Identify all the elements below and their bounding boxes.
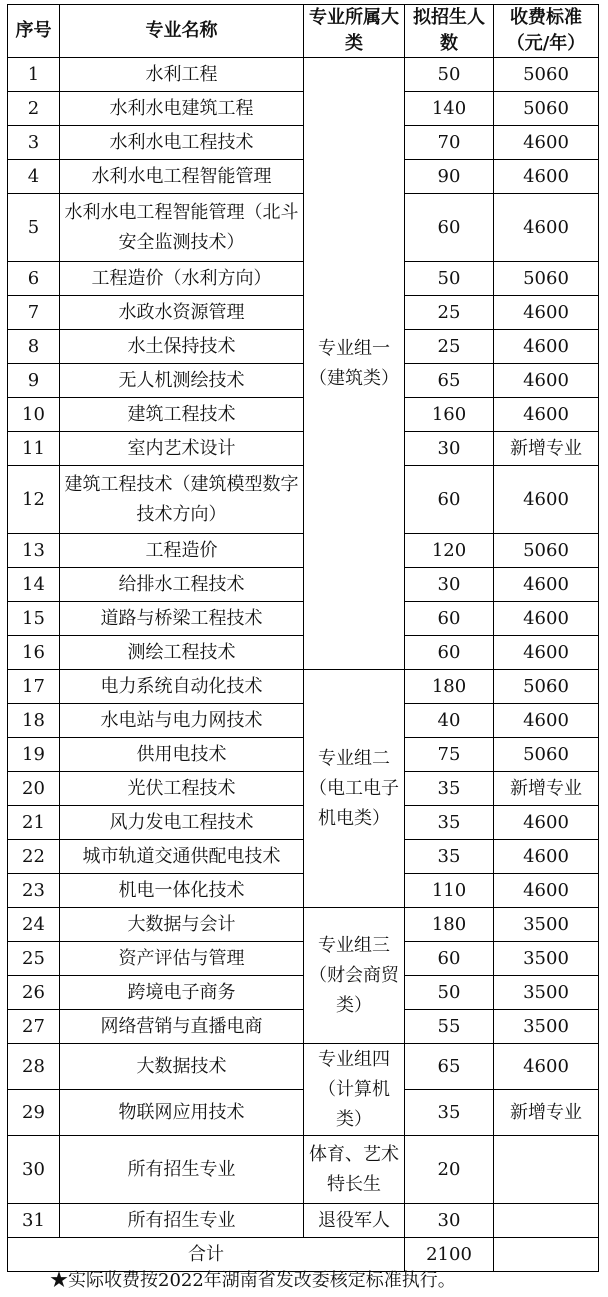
row-group: 专业组一（建筑类）	[304, 58, 405, 670]
total-row	[8, 1238, 599, 1272]
row-fee: 4600	[494, 398, 599, 432]
table-row	[8, 568, 599, 602]
row-major-name: 水电站与电力网技术	[60, 704, 304, 738]
row-quota: 75	[405, 738, 494, 772]
table-row	[8, 58, 599, 92]
footnote: ★实际收费按2022年湖南省发改委核定标准执行。	[50, 1270, 456, 1291]
table-row	[8, 738, 599, 772]
row-major-name: 风力发电工程技术	[60, 806, 304, 840]
row-quota: 140	[405, 92, 494, 126]
header-quota: 拟招生人数	[405, 5, 494, 58]
row-major-name: 无人机测绘技术	[60, 364, 304, 398]
table-row	[8, 466, 599, 534]
row-seq: 6	[8, 262, 60, 296]
row-seq: 1	[8, 58, 60, 92]
row-seq: 8	[8, 330, 60, 364]
row-fee: 新增专业	[494, 1090, 599, 1136]
row-seq: 15	[8, 602, 60, 636]
row-seq: 30	[8, 1136, 60, 1204]
table-row	[8, 1090, 599, 1136]
table-row	[8, 670, 599, 704]
row-major-name: 水利工程	[60, 58, 304, 92]
table-body	[8, 58, 599, 1238]
row-quota: 30	[405, 568, 494, 602]
row-seq: 14	[8, 568, 60, 602]
row-major-name: 建筑工程技术（建筑模型数字技术方向）	[60, 466, 304, 534]
row-seq: 29	[8, 1090, 60, 1136]
row-major-name: 室内艺术设计	[60, 432, 304, 466]
row-seq: 19	[8, 738, 60, 772]
header-fee: 收费标准（元/年）	[494, 5, 599, 58]
row-quota: 60	[405, 466, 494, 534]
row-fee: 4600	[494, 126, 599, 160]
row-quota: 30	[405, 1204, 494, 1238]
row-major-name: 供用电技术	[60, 738, 304, 772]
row-fee: 4600	[494, 194, 599, 262]
row-fee: 4600	[494, 330, 599, 364]
row-fee: 4600	[494, 364, 599, 398]
row-quota: 110	[405, 874, 494, 908]
row-quota: 65	[405, 1044, 494, 1090]
row-seq: 24	[8, 908, 60, 942]
total-quota: 2100	[405, 1238, 494, 1272]
table-row	[8, 262, 599, 296]
row-seq: 11	[8, 432, 60, 466]
table-row	[8, 772, 599, 806]
row-quota: 35	[405, 806, 494, 840]
table-row	[8, 92, 599, 126]
row-seq: 20	[8, 772, 60, 806]
row-seq: 9	[8, 364, 60, 398]
row-quota: 60	[405, 636, 494, 670]
header-major: 专业名称	[60, 5, 304, 58]
row-fee: 3500	[494, 908, 599, 942]
row-major-name: 工程造价	[60, 534, 304, 568]
table-row	[8, 976, 599, 1010]
row-major-name: 水政水资源管理	[60, 296, 304, 330]
row-fee: 5060	[494, 262, 599, 296]
row-seq: 26	[8, 976, 60, 1010]
row-major-name: 电力系统自动化技术	[60, 670, 304, 704]
row-seq: 23	[8, 874, 60, 908]
row-seq: 10	[8, 398, 60, 432]
row-quota: 50	[405, 58, 494, 92]
row-quota: 180	[405, 670, 494, 704]
row-quota: 20	[405, 1136, 494, 1204]
row-major-name: 大数据与会计	[60, 908, 304, 942]
row-fee: 4600	[494, 636, 599, 670]
row-major-name: 给排水工程技术	[60, 568, 304, 602]
row-fee: 4600	[494, 806, 599, 840]
total-label: 合计	[8, 1238, 405, 1272]
table-row	[8, 432, 599, 466]
row-fee: 3500	[494, 942, 599, 976]
table-row	[8, 398, 599, 432]
row-seq: 5	[8, 194, 60, 262]
row-quota: 180	[405, 908, 494, 942]
table-row	[8, 364, 599, 398]
row-seq: 7	[8, 296, 60, 330]
table-row	[8, 1044, 599, 1090]
row-major-name: 所有招生专业	[60, 1136, 304, 1204]
row-fee: 新增专业	[494, 432, 599, 466]
table-row	[8, 1136, 599, 1204]
header-row	[8, 5, 599, 58]
row-quota: 30	[405, 432, 494, 466]
row-fee: 5060	[494, 738, 599, 772]
row-quota: 35	[405, 840, 494, 874]
table-row	[8, 840, 599, 874]
row-fee: 4600	[494, 704, 599, 738]
row-seq: 13	[8, 534, 60, 568]
row-fee: 5060	[494, 534, 599, 568]
row-quota: 50	[405, 976, 494, 1010]
row-fee: 4600	[494, 602, 599, 636]
header-group: 专业所属大类	[304, 5, 405, 58]
row-seq: 17	[8, 670, 60, 704]
row-fee: 4600	[494, 1044, 599, 1090]
row-fee: 3500	[494, 1010, 599, 1044]
row-quota: 40	[405, 704, 494, 738]
table-row	[8, 1204, 599, 1238]
row-seq: 27	[8, 1010, 60, 1044]
row-major-name: 水利水电工程智能管理	[60, 160, 304, 194]
row-fee	[494, 1136, 599, 1204]
row-quota: 70	[405, 126, 494, 160]
row-major-name: 机电一体化技术	[60, 874, 304, 908]
row-seq: 21	[8, 806, 60, 840]
table-row	[8, 330, 599, 364]
row-seq: 18	[8, 704, 60, 738]
row-seq: 4	[8, 160, 60, 194]
row-group: 专业组四（计算机类）	[304, 1044, 405, 1136]
table-row	[8, 194, 599, 262]
row-fee: 3500	[494, 976, 599, 1010]
row-seq: 28	[8, 1044, 60, 1090]
row-seq: 12	[8, 466, 60, 534]
table-row	[8, 534, 599, 568]
enrollment-table	[7, 4, 599, 1272]
row-quota: 50	[405, 262, 494, 296]
row-major-name: 资产评估与管理	[60, 942, 304, 976]
row-group: 体育、艺术特长生	[304, 1136, 405, 1204]
row-group: 专业组二（电工电子机电类）	[304, 670, 405, 908]
row-seq: 2	[8, 92, 60, 126]
table-row	[8, 602, 599, 636]
row-major-name: 水利水电工程技术	[60, 126, 304, 160]
row-quota: 60	[405, 602, 494, 636]
table-row	[8, 296, 599, 330]
row-seq: 16	[8, 636, 60, 670]
table-row	[8, 126, 599, 160]
row-fee: 4600	[494, 840, 599, 874]
row-major-name: 水利水电建筑工程	[60, 92, 304, 126]
row-major-name: 水土保持技术	[60, 330, 304, 364]
row-fee: 5060	[494, 58, 599, 92]
row-fee: 5060	[494, 92, 599, 126]
row-quota: 90	[405, 160, 494, 194]
row-major-name: 物联网应用技术	[60, 1090, 304, 1136]
row-fee: 新增专业	[494, 772, 599, 806]
row-group: 专业组三（财会商贸类）	[304, 908, 405, 1044]
row-fee: 4600	[494, 160, 599, 194]
row-major-name: 网络营销与直播电商	[60, 1010, 304, 1044]
row-major-name: 工程造价（水利方向）	[60, 262, 304, 296]
row-quota: 65	[405, 364, 494, 398]
row-quota: 160	[405, 398, 494, 432]
row-quota: 55	[405, 1010, 494, 1044]
row-fee: 4600	[494, 466, 599, 534]
row-major-name: 所有招生专业	[60, 1204, 304, 1238]
row-fee	[494, 1204, 599, 1238]
table-row	[8, 636, 599, 670]
row-major-name: 建筑工程技术	[60, 398, 304, 432]
total-fee-empty	[494, 1238, 599, 1272]
table-row	[8, 874, 599, 908]
row-quota: 60	[405, 942, 494, 976]
row-major-name: 城市轨道交通供配电技术	[60, 840, 304, 874]
table-row	[8, 1010, 599, 1044]
table-row	[8, 806, 599, 840]
table-row	[8, 160, 599, 194]
row-seq: 25	[8, 942, 60, 976]
row-major-name: 道路与桥梁工程技术	[60, 602, 304, 636]
row-major-name: 大数据技术	[60, 1044, 304, 1090]
row-quota: 35	[405, 772, 494, 806]
row-quota: 120	[405, 534, 494, 568]
row-seq: 22	[8, 840, 60, 874]
row-major-name: 水利水电工程智能管理（北斗安全监测技术）	[60, 194, 304, 262]
row-quota: 35	[405, 1090, 494, 1136]
row-quota: 60	[405, 194, 494, 262]
header-seq: 序号	[8, 5, 60, 58]
row-fee: 5060	[494, 670, 599, 704]
row-fee: 4600	[494, 874, 599, 908]
table-row	[8, 908, 599, 942]
table-row	[8, 704, 599, 738]
row-fee: 4600	[494, 568, 599, 602]
row-major-name: 光伏工程技术	[60, 772, 304, 806]
row-seq: 3	[8, 126, 60, 160]
table-row	[8, 942, 599, 976]
row-major-name: 测绘工程技术	[60, 636, 304, 670]
row-quota: 25	[405, 330, 494, 364]
row-major-name: 跨境电子商务	[60, 976, 304, 1010]
row-seq: 31	[8, 1204, 60, 1238]
row-group: 退役军人	[304, 1204, 405, 1238]
row-fee: 4600	[494, 296, 599, 330]
row-quota: 25	[405, 296, 494, 330]
